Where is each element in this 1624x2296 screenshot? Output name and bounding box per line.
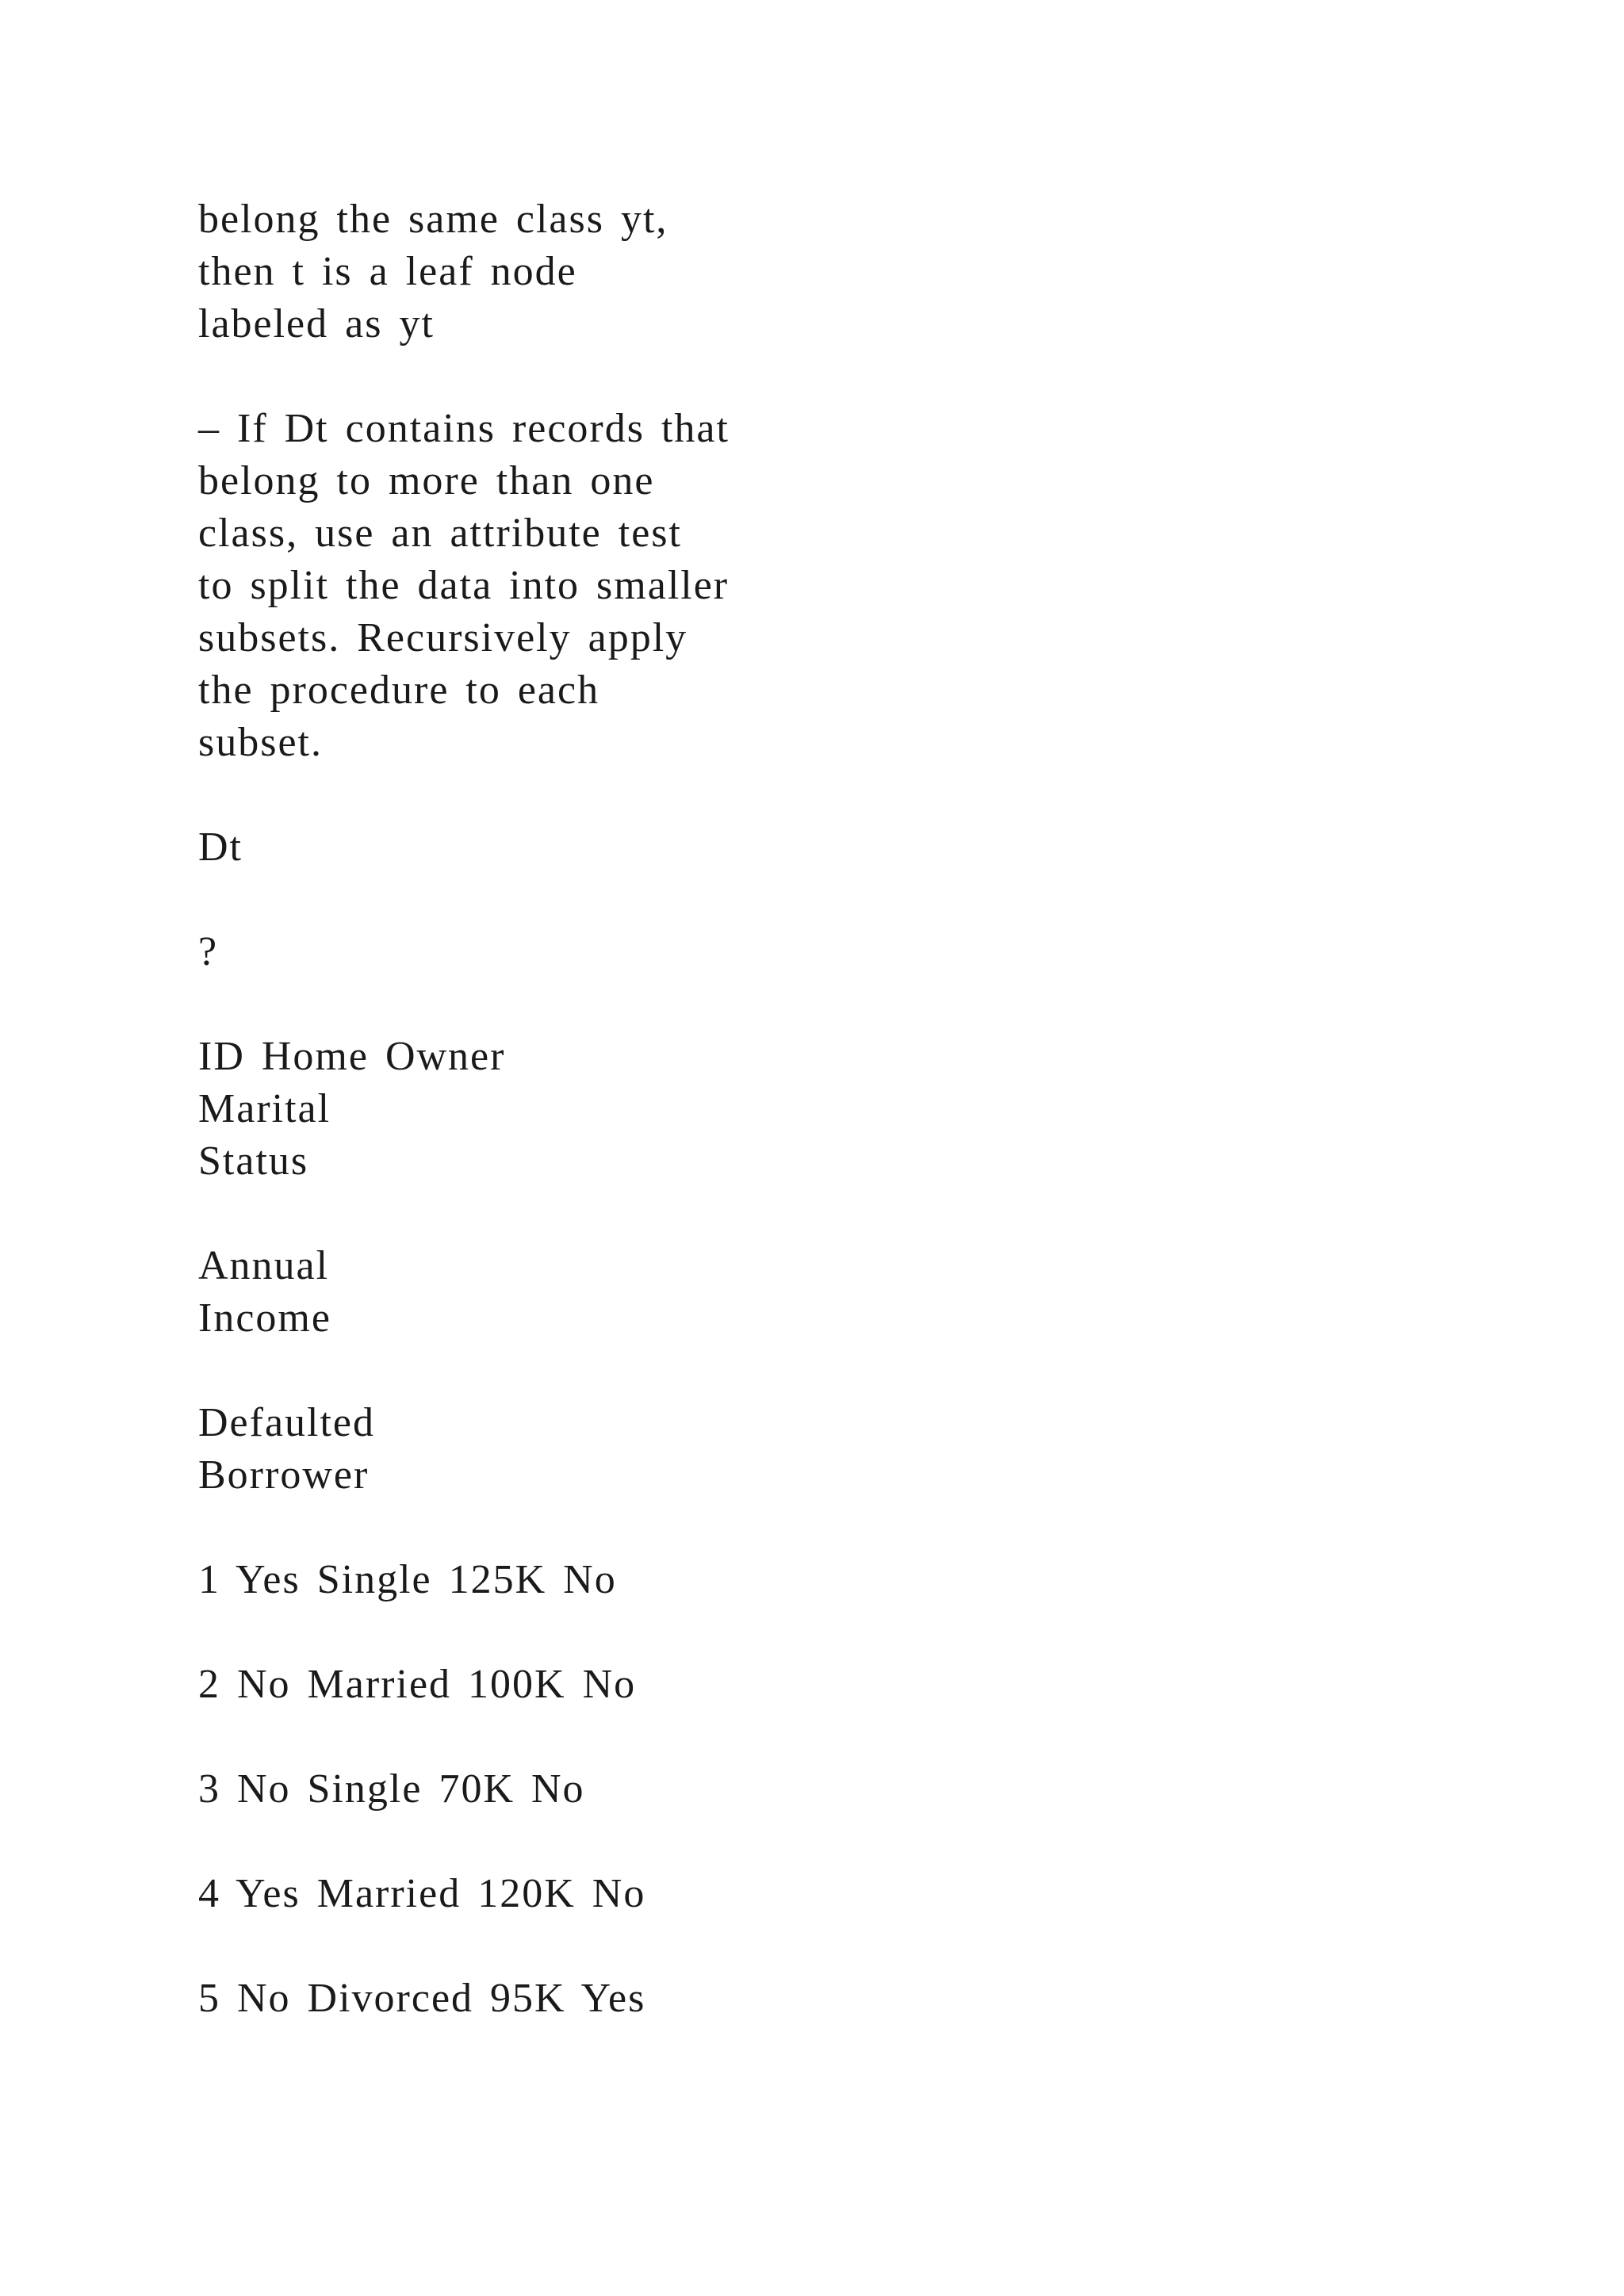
text-line: belong to more than one bbox=[198, 458, 655, 503]
blank-line bbox=[198, 1920, 1229, 1973]
question-mark: ? bbox=[198, 929, 219, 974]
table-row: 5 No Divorced 95K Yes bbox=[198, 1976, 646, 2021]
header-id-home-owner: ID Home Owner bbox=[198, 1034, 506, 1079]
blank-line bbox=[198, 1711, 1229, 1763]
text-line: subsets. Recursively apply bbox=[198, 615, 688, 660]
header-defaulted-borrower-line: Borrower bbox=[198, 1452, 370, 1498]
leaf-rule-paragraph bbox=[198, 193, 1229, 350]
split-rule-paragraph bbox=[198, 403, 1229, 769]
blank-line bbox=[198, 769, 1229, 821]
table-rows bbox=[198, 1554, 1229, 2025]
dt-label: Dt bbox=[198, 825, 243, 870]
document-content bbox=[198, 193, 1229, 2025]
blank-line bbox=[198, 1345, 1229, 1397]
text-line: to split the data into smaller bbox=[198, 563, 730, 608]
blank-line bbox=[198, 1816, 1229, 1868]
blank-line bbox=[198, 874, 1229, 926]
table-row: 2 No Married 100K No bbox=[198, 1662, 637, 1707]
header-marital-status-line: Marital bbox=[198, 1086, 331, 1131]
text-line: class, use an attribute test bbox=[198, 511, 682, 556]
blank-line bbox=[198, 1188, 1229, 1240]
table-row: 4 Yes Married 120K No bbox=[198, 1871, 646, 1916]
blank-line bbox=[198, 1606, 1229, 1659]
text-line: – If Dt contains records that bbox=[198, 406, 730, 451]
blank-line bbox=[198, 1502, 1229, 1554]
text-line: labeled as yt bbox=[198, 301, 435, 346]
table-row: 1 Yes Single 125K No bbox=[198, 1557, 617, 1602]
blank-line bbox=[198, 978, 1229, 1031]
table-row: 3 No Single 70K No bbox=[198, 1766, 585, 1812]
text-line: then t is a leaf node bbox=[198, 249, 577, 294]
blank-line bbox=[198, 350, 1229, 403]
header-annual-income-line: Income bbox=[198, 1295, 331, 1341]
table-header bbox=[198, 1031, 1229, 1502]
header-marital-status-line: Status bbox=[198, 1138, 309, 1184]
header-defaulted-borrower-line: Defaulted bbox=[198, 1400, 376, 1445]
text-line: the procedure to each bbox=[198, 668, 600, 713]
header-annual-income-line: Annual bbox=[198, 1243, 330, 1288]
text-line: belong the same class yt, bbox=[198, 197, 668, 242]
text-line: subset. bbox=[198, 720, 323, 765]
